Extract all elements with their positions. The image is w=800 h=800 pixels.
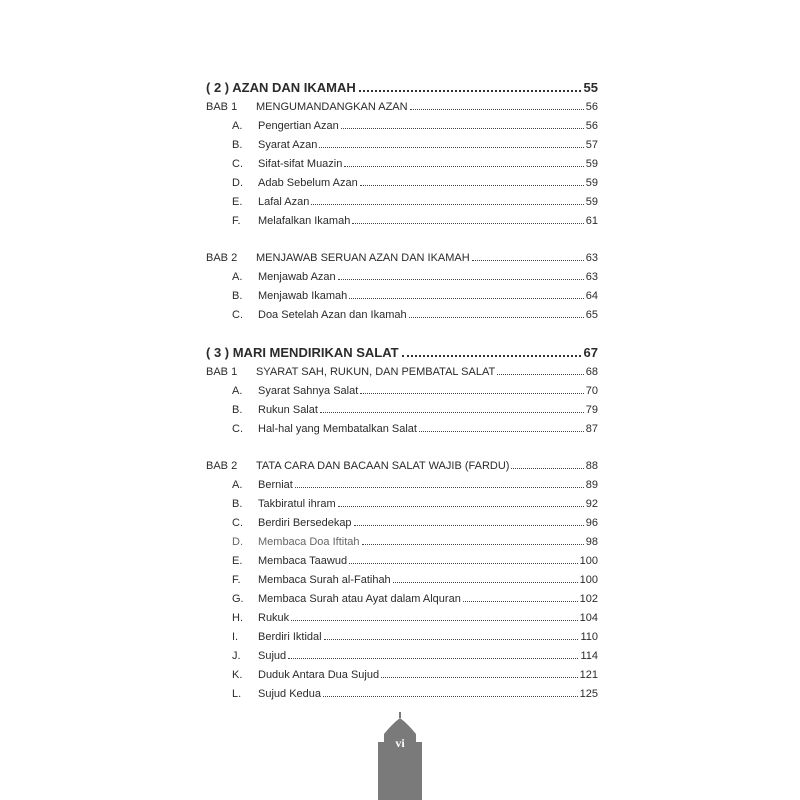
bab-label: BAB 2 <box>206 252 238 264</box>
dot-leader <box>324 639 579 640</box>
dot-leader <box>359 90 581 92</box>
item-letter: B. <box>232 404 243 416</box>
page-number: 56 <box>585 101 598 113</box>
dot-leader <box>472 260 584 261</box>
bab-label: BAB 2 <box>206 460 238 472</box>
item-letter: E. <box>232 196 243 208</box>
item-letter: B. <box>232 498 243 510</box>
item-letter: I. <box>232 631 239 643</box>
table-of-contents <box>206 80 598 707</box>
item-letter: G. <box>232 593 244 605</box>
item-title: Sujud <box>258 650 287 662</box>
toc-item <box>206 498 598 517</box>
item-title: Duduk Antara Dua Sujud <box>258 669 380 681</box>
item-letter: J. <box>232 650 241 662</box>
dot-leader <box>323 696 578 697</box>
dot-leader <box>311 204 583 205</box>
item-title: Berniat <box>258 479 293 491</box>
dot-leader <box>360 393 583 394</box>
dot-leader <box>338 506 584 507</box>
item-letter: B. <box>232 139 243 151</box>
item-title: Melafalkan Ikamah <box>258 215 351 227</box>
toc-item <box>206 574 598 593</box>
item-title: Rukuk <box>258 612 290 624</box>
dot-leader <box>410 109 584 110</box>
item-letter: H. <box>232 612 243 624</box>
dot-leader <box>295 487 584 488</box>
dot-leader <box>291 620 577 621</box>
page-number: 68 <box>585 366 598 378</box>
item-letter: A. <box>232 479 243 491</box>
item-letter: C. <box>232 423 243 435</box>
dot-leader <box>463 601 578 602</box>
item-letter: C. <box>232 517 243 529</box>
page-number: 63 <box>585 271 598 283</box>
item-letter: C. <box>232 309 243 321</box>
toc-item <box>206 536 598 555</box>
page-number: 100 <box>579 555 598 567</box>
part-title: ( 3 ) MARI MENDIRIKAN SALAT <box>206 345 399 360</box>
item-title: Menjawab Ikamah <box>258 290 348 302</box>
bab-entry <box>206 366 598 385</box>
page-number: 65 <box>585 309 598 321</box>
page-number: 89 <box>585 479 598 491</box>
item-letter: D. <box>232 177 243 189</box>
toc-item <box>206 479 598 498</box>
item-title: Membaca Taawud <box>258 555 348 567</box>
page-number: 98 <box>585 536 598 548</box>
toc-item <box>206 290 598 309</box>
dot-leader <box>341 128 584 129</box>
item-title: Membaca Surah al-Fatihah <box>258 574 391 586</box>
page-number: 121 <box>579 669 598 681</box>
item-title: Membaca Doa Iftitah <box>258 536 360 548</box>
toc-item <box>206 139 598 158</box>
page-number: 102 <box>579 593 598 605</box>
page-number: 110 <box>580 631 598 643</box>
dot-leader <box>320 412 584 413</box>
dot-leader <box>344 166 583 167</box>
dot-leader <box>349 563 578 564</box>
item-letter: F. <box>232 215 241 227</box>
item-title: Rukun Salat <box>258 404 318 416</box>
toc-item <box>206 158 598 177</box>
page-number: 55 <box>583 80 598 95</box>
dot-leader <box>393 582 578 583</box>
item-letter: F. <box>232 574 241 586</box>
item-letter: K. <box>232 669 243 681</box>
part-heading <box>206 345 598 366</box>
item-title: Syarat Azan <box>258 139 318 151</box>
folio-page-number: vi <box>395 736 405 750</box>
item-title: Berdiri Iktidal <box>258 631 322 643</box>
page-number: 92 <box>585 498 598 510</box>
bab-title: TATA CARA DAN BACAAN SALAT WAJIB (FARDU) <box>256 460 510 472</box>
page-number: 59 <box>585 196 598 208</box>
page-number: 87 <box>585 423 598 435</box>
page-number: 67 <box>583 345 598 360</box>
toc-item <box>206 650 598 669</box>
bab-entry <box>206 252 598 271</box>
toc-item <box>206 309 598 328</box>
bab-title: SYARAT SAH, RUKUN, DAN PEMBATAL SALAT <box>256 366 496 378</box>
dot-leader <box>352 223 583 224</box>
toc-item <box>206 631 598 650</box>
bab-label: BAB 1 <box>206 101 238 113</box>
item-title: Sifat-sifat Muazin <box>258 158 343 170</box>
toc-item <box>206 517 598 536</box>
page-number: 79 <box>585 404 598 416</box>
page-number: 104 <box>579 612 598 624</box>
page-number: 59 <box>585 177 598 189</box>
bab-entry <box>206 460 598 479</box>
bab-entry <box>206 101 598 120</box>
bab-label: BAB 1 <box>206 366 238 378</box>
item-letter: C. <box>232 158 243 170</box>
dot-leader <box>381 677 578 678</box>
toc-item <box>206 555 598 574</box>
toc-item <box>206 385 598 404</box>
toc-item <box>206 593 598 612</box>
dot-leader <box>511 468 583 469</box>
page-number: 100 <box>579 574 598 586</box>
page-number: 114 <box>580 650 598 662</box>
toc-item <box>206 120 598 139</box>
item-letter: D. <box>232 536 243 548</box>
toc-item <box>206 196 598 215</box>
dot-leader <box>497 374 584 375</box>
item-title: Takbiratul ihram <box>258 498 336 510</box>
dot-leader <box>319 147 583 148</box>
toc-item <box>206 669 598 688</box>
dot-leader <box>409 317 584 318</box>
dot-leader <box>360 185 584 186</box>
item-title: Sujud Kedua <box>258 688 321 700</box>
bab-title: MENJAWAB SERUAN AZAN DAN IKAMAH <box>256 252 470 264</box>
page-number: 70 <box>585 385 598 397</box>
part-heading <box>206 80 598 101</box>
page-number: 125 <box>579 688 598 700</box>
item-letter: A. <box>232 385 243 397</box>
item-title: Doa Setelah Azan dan Ikamah <box>258 309 407 321</box>
toc-item <box>206 612 598 631</box>
item-title: Pengertian Azan <box>258 120 339 132</box>
toc-item <box>206 688 598 707</box>
item-title: Lafal Azan <box>258 196 310 208</box>
dot-leader <box>402 355 581 357</box>
toc-item <box>206 271 598 290</box>
page-number: 63 <box>585 252 598 264</box>
toc-item <box>206 423 598 442</box>
page-number: 88 <box>585 460 598 472</box>
mosque-dome-icon <box>378 712 422 800</box>
toc-item <box>206 404 598 423</box>
toc-item <box>206 177 598 196</box>
item-title: Berdiri Bersedekap <box>258 517 352 529</box>
page-number: 56 <box>585 120 598 132</box>
page-number: 57 <box>585 139 598 151</box>
item-title: Adab Sebelum Azan <box>258 177 358 189</box>
toc-item <box>206 215 598 234</box>
item-title: Membaca Surah atau Ayat dalam Alquran <box>258 593 461 605</box>
page-number: 61 <box>585 215 598 227</box>
item-letter: E. <box>232 555 243 567</box>
item-letter: A. <box>232 271 243 283</box>
dot-leader <box>349 298 583 299</box>
item-title: Hal-hal yang Membatalkan Salat <box>258 423 417 435</box>
bab-title: MENGUMANDANGKAN AZAN <box>256 101 408 113</box>
folio-tab <box>378 712 422 800</box>
dot-leader <box>338 279 584 280</box>
item-title: Syarat Sahnya Salat <box>258 385 359 397</box>
part-title: ( 2 ) AZAN DAN IKAMAH <box>206 80 356 95</box>
dot-leader <box>288 658 578 659</box>
item-letter: A. <box>232 120 243 132</box>
page-number: 59 <box>585 158 598 170</box>
page-number: 64 <box>585 290 598 302</box>
page-number: 96 <box>585 517 598 529</box>
dot-leader <box>354 525 584 526</box>
item-letter: B. <box>232 290 243 302</box>
dot-leader <box>419 431 584 432</box>
item-title: Menjawab Azan <box>258 271 336 283</box>
dot-leader <box>362 544 584 545</box>
item-letter: L. <box>232 688 242 700</box>
